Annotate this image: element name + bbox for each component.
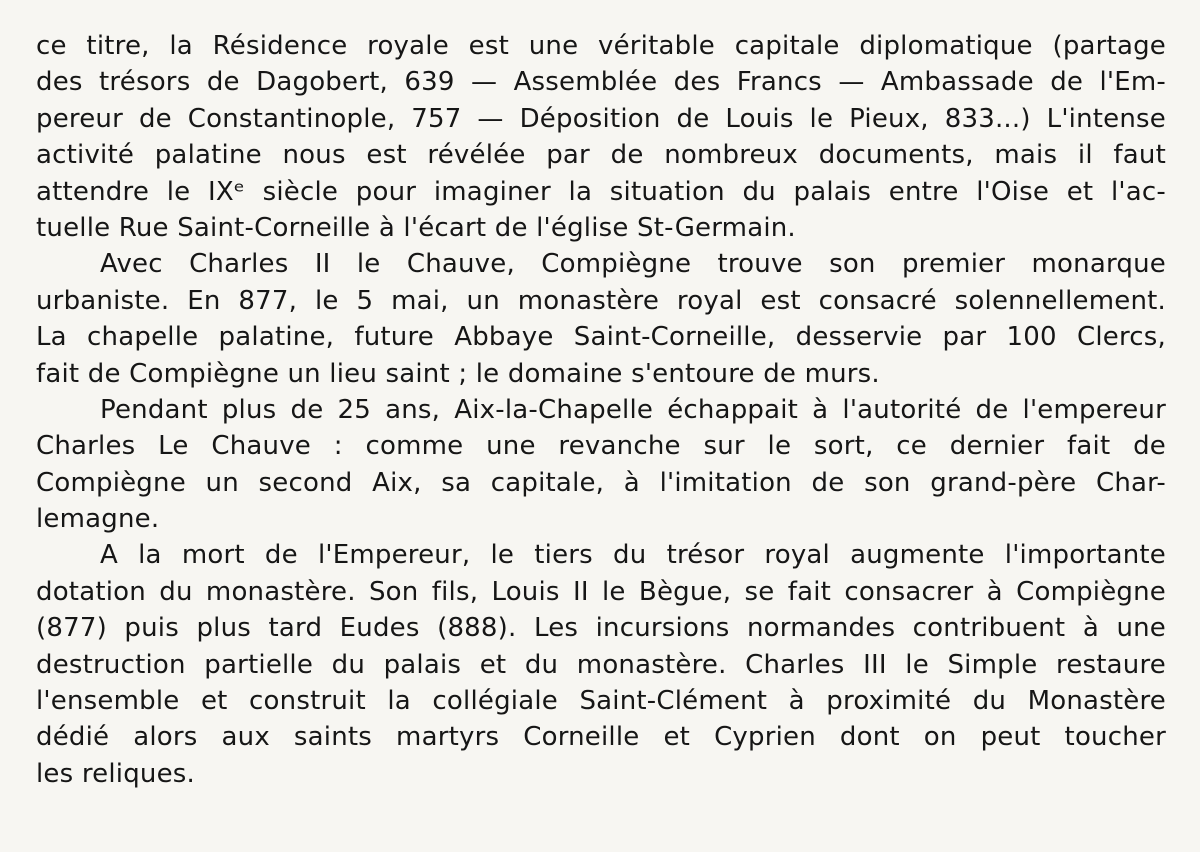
paragraph-4 xyxy=(36,537,1166,792)
paragraph-3 xyxy=(36,392,1166,538)
text-line: attendre le IXᵉ siècle pour imaginer la situation du palais entre l'Oise et l'ac- xyxy=(36,176,1166,207)
paragraph-2 xyxy=(36,246,1166,392)
paragraph-1 xyxy=(36,28,1166,246)
text-line: Avec Charles II le Chauve, Compiègne trouve son premier monarque xyxy=(100,249,1166,280)
text-line: dédié alors aux saints martyrs Corneille et Cyprien dont on peut toucher xyxy=(36,722,1166,753)
text-line: pereur de Constantinople, 757 — Déposition de Louis le Pieux, 833...) L'intense xyxy=(36,103,1166,134)
text-line: urbaniste. En 877, le 5 mai, un monastère royal est consacré solennellement. xyxy=(36,285,1166,316)
text-line: La chapelle palatine, future Abbaye Saint-Corneille, desservie par 100 Clercs, xyxy=(36,322,1166,353)
document-page xyxy=(36,28,1166,792)
text-line: lemagne. xyxy=(36,504,160,535)
text-line: Compiègne un second Aix, sa capitale, à l'imitation de son grand-père Char- xyxy=(36,467,1166,498)
text-line: destruction partielle du palais et du monastère. Charles III le Simple restaure xyxy=(36,649,1166,680)
text-line: tuelle Rue Saint-Corneille à l'écart de l'église St-Germain. xyxy=(36,212,796,243)
text-line: dotation du monastère. Son fils, Louis II le Bègue, se fait consacrer à Compiègne xyxy=(36,576,1166,607)
text-line: les reliques. xyxy=(36,758,195,789)
text-line: Pendant plus de 25 ans, Aix-la-Chapelle échappait à l'autorité de l'empereur xyxy=(100,394,1166,425)
text-line: (877) puis plus tard Eudes (888). Les incursions normandes contribuent à une xyxy=(36,613,1166,644)
text-line: Charles Le Chauve : comme une revanche sur le sort, ce dernier fait de xyxy=(36,431,1166,462)
text-line: A la mort de l'Empereur, le tiers du trésor royal augmente l'importante xyxy=(100,540,1166,571)
text-line: des trésors de Dagobert, 639 — Assemblée des Francs — Ambassade de l'Em- xyxy=(36,67,1166,98)
text-line: ce titre, la Résidence royale est une véritable capitale diplomatique (partage xyxy=(36,31,1166,61)
text-line: l'ensemble et construit la collégiale Saint-Clément à proximité du Monastère xyxy=(36,686,1166,717)
text-line: activité palatine nous est révélée par de nombreux documents, mais il faut xyxy=(36,140,1166,171)
text-line: fait de Compiègne un lieu saint ; le domaine s'entoure de murs. xyxy=(36,358,880,389)
